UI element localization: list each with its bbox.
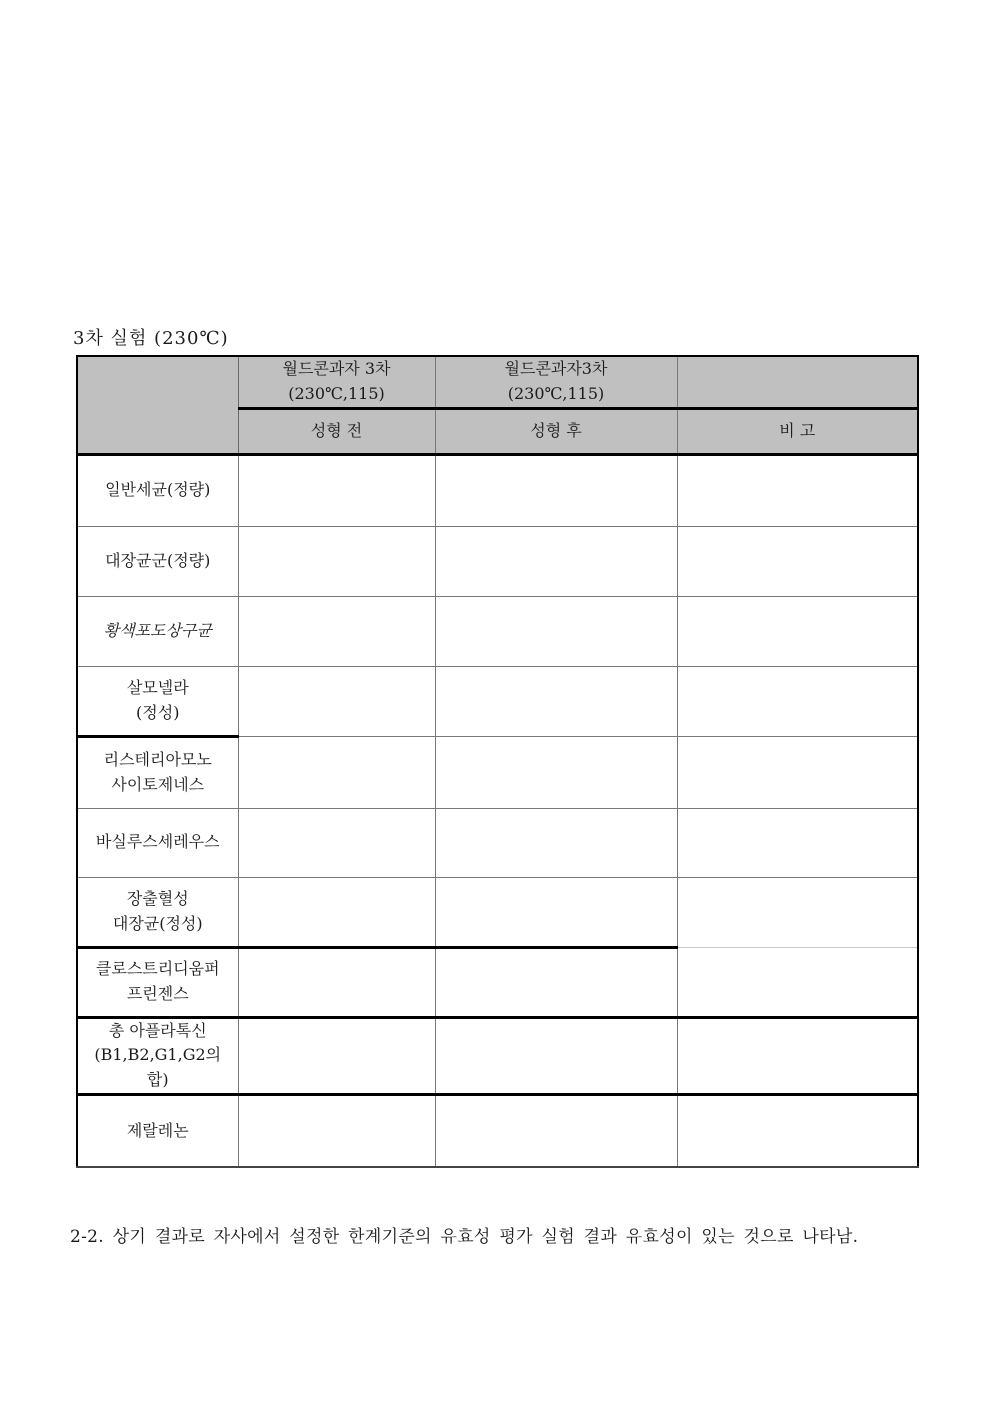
table-row-general-bacteria (77, 454, 918, 526)
data-cell-remark (677, 526, 918, 596)
data-cell-after (435, 1094, 677, 1167)
table-row-coliform (77, 526, 918, 596)
table-row-listeria (77, 736, 918, 808)
data-cell-before (238, 666, 435, 736)
data-cell-remark (677, 877, 918, 947)
data-cell-after (435, 454, 677, 526)
data-cell-before (238, 1017, 435, 1094)
table-row-clostridium (77, 947, 918, 1017)
data-cell-remark (677, 454, 918, 526)
data-cell-before (238, 808, 435, 877)
conclusion-text: 2-2. 상기 결과로 자사에서 설정한 한계기준의 유효성 평가 실험 결과 유효성이 있는 것으로 나타남. (70, 1227, 859, 1247)
row-label: 제랄레논 (77, 1094, 238, 1167)
data-cell-before (238, 947, 435, 1017)
data-cell-remark (677, 596, 918, 666)
header-sample-before: 월드콘과자 3차 (230℃,115) (238, 356, 435, 408)
data-cell-after (435, 947, 677, 1017)
row-label: 살모넬라 (정성) (77, 666, 238, 736)
table-row-bacillus-cereus (77, 808, 918, 877)
data-cell-after (435, 666, 677, 736)
header-row-sample (77, 356, 918, 408)
test-result-table (76, 355, 919, 1168)
row-label: 일반세균(정량) (77, 454, 238, 526)
row-label: 총 아플라톡신 (B1,B2,G1,G2의 합) (77, 1017, 238, 1094)
data-cell-before (238, 736, 435, 808)
data-cell-after (435, 1017, 677, 1094)
data-cell-after (435, 736, 677, 808)
header-remark: 비 고 (677, 408, 918, 454)
data-cell-before (238, 454, 435, 526)
header-sample-after: 월드콘과자3차 (230℃,115) (435, 356, 677, 408)
row-label: 황색포도상구균 (77, 596, 238, 666)
data-cell-after (435, 808, 677, 877)
row-label: 리스테리아모노 사이토제네스 (77, 736, 238, 808)
table-row-salmonella (77, 666, 918, 736)
row-label: 바실루스세레우스 (77, 808, 238, 877)
data-cell-before (238, 1094, 435, 1167)
header-after-molding: 성형 후 (435, 408, 677, 454)
header-remark-top-cell (677, 356, 918, 408)
table-row-aflatoxin (77, 1017, 918, 1094)
data-cell-before (238, 596, 435, 666)
data-cell-before (238, 877, 435, 947)
table-row-ehec (77, 877, 918, 947)
row-label: 장출혈성 대장균(정성) (77, 877, 238, 947)
table-row-staph-aureus (77, 596, 918, 666)
data-cell-remark (677, 1017, 918, 1094)
data-cell-after (435, 526, 677, 596)
data-cell-before (238, 526, 435, 596)
page-title: 3차 실험 (230℃) (73, 328, 229, 349)
data-cell-after (435, 596, 677, 666)
data-cell-after (435, 877, 677, 947)
table-row-zearalenone (77, 1094, 918, 1167)
data-cell-remark (677, 947, 918, 1017)
header-corner-cell (77, 356, 238, 454)
data-cell-remark (677, 736, 918, 808)
data-cell-remark (677, 666, 918, 736)
row-label: 클로스트리디움퍼 프린젠스 (77, 947, 238, 1017)
row-label: 대장균군(정량) (77, 526, 238, 596)
data-cell-remark (677, 1094, 918, 1167)
data-cell-remark (677, 808, 918, 877)
header-before-molding: 성형 전 (238, 408, 435, 454)
